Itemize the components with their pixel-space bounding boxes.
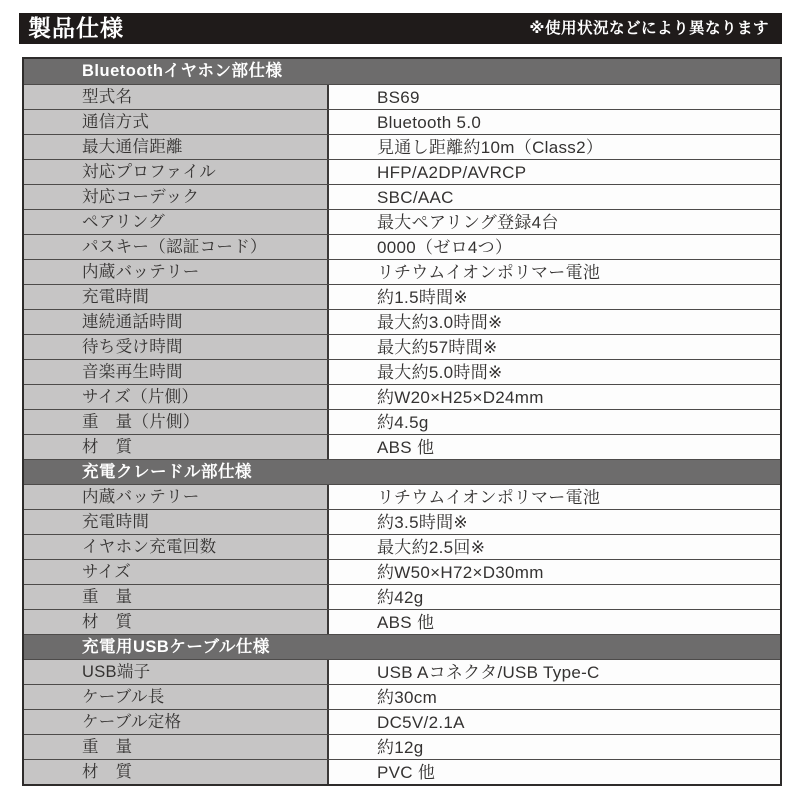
spec-row [24,84,780,109]
spec-label: サイズ [24,560,327,584]
spec-row [24,159,780,184]
spec-value: 0000（ゼロ4つ） [327,235,780,259]
spec-row [24,759,780,784]
spec-row [24,309,780,334]
spec-value: 約42g [327,585,780,609]
spec-value: PVC 他 [327,760,780,784]
spec-value: 約30cm [327,685,780,709]
spec-label: ケーブル定格 [24,710,327,734]
spec-value: BS69 [327,85,780,109]
spec-row [24,409,780,434]
spec-value: 約W20×H25×D24mm [327,385,780,409]
spec-label: 音楽再生時間 [24,360,327,384]
spec-value: リチウムイオンポリマー電池 [327,260,780,284]
spec-label: 重 量 [24,585,327,609]
spec-row [24,384,780,409]
spec-value: ABS 他 [327,435,780,459]
spec-value: 最大約57時間※ [327,335,780,359]
spec-label: サイズ（片側） [24,385,327,409]
spec-label: 充電時間 [24,285,327,309]
spec-value: Bluetooth 5.0 [327,110,780,134]
spec-value: 見通し距離約10m（Class2） [327,135,780,159]
spec-label: 待ち受け時間 [24,335,327,359]
spec-value: 約W50×H72×D30mm [327,560,780,584]
spec-row [24,534,780,559]
spec-row [24,109,780,134]
spec-row [24,284,780,309]
spec-value: HFP/A2DP/AVRCP [327,160,780,184]
spec-row [24,609,780,634]
spec-label: 内蔵バッテリー [24,260,327,284]
spec-value: リチウムイオンポリマー電池 [327,485,780,509]
spec-label: 通信方式 [24,110,327,134]
usage-disclaimer-note: ※使用状況などにより異なります [529,19,769,37]
spec-label: 連続通話時間 [24,310,327,334]
spec-label: 充電時間 [24,510,327,534]
spec-row [24,734,780,759]
spec-label: 材 質 [24,610,327,634]
spec-value: 最大ペアリング登録4台 [327,210,780,234]
spec-label: 内蔵バッテリー [24,485,327,509]
spec-row [24,359,780,384]
section-header-label: 充電クレードル部仕様 [82,462,252,481]
spec-row [24,684,780,709]
spec-label: 重 量 [24,735,327,759]
spec-row [24,209,780,234]
spec-row [24,484,780,509]
spec-label: ペアリング [24,210,327,234]
spec-value: ABS 他 [327,610,780,634]
spec-row [24,184,780,209]
spec-label: イヤホン充電回数 [24,535,327,559]
spec-label: 対応プロファイル [24,160,327,184]
spec-row [24,234,780,259]
spec-row [24,509,780,534]
spec-row [24,434,780,459]
spec-label: 型式名 [24,85,327,109]
spec-value: 最大約2.5回※ [327,535,780,559]
spec-label: 材 質 [24,760,327,784]
spec-row [24,559,780,584]
spec-row [24,334,780,359]
spec-label: 重 量（片側） [24,410,327,434]
spec-row [24,259,780,284]
spec-row [24,709,780,734]
spec-label: 材 質 [24,435,327,459]
spec-row [24,659,780,684]
spec-label: USB端子 [24,660,327,684]
spec-value: DC5V/2.1A [327,710,780,734]
spec-label: 最大通信距離 [24,135,327,159]
spec-value: USB Aコネクタ/USB Type-C [327,660,780,684]
spec-table [22,57,782,786]
page-title-bar [19,13,782,44]
spec-value: 約3.5時間※ [327,510,780,534]
spec-label: 対応コーデック [24,185,327,209]
section-header-label: 充電用USBケーブル仕様 [82,637,270,656]
spec-row [24,584,780,609]
spec-value: 約1.5時間※ [327,285,780,309]
spec-value: SBC/AAC [327,185,780,209]
spec-label: ケーブル長 [24,685,327,709]
section-header-row [24,459,780,484]
spec-value: 約12g [327,735,780,759]
spec-value: 最大約5.0時間※ [327,360,780,384]
spec-label: パスキー（認証コード） [24,235,327,259]
spec-row [24,134,780,159]
spec-value: 約4.5g [327,410,780,434]
page-title: 製品仕様 [28,15,124,41]
spec-value: 最大約3.0時間※ [327,310,780,334]
section-header-label: Bluetoothイヤホン部仕様 [82,62,283,81]
section-header-row [24,59,780,84]
section-header-row [24,634,780,659]
